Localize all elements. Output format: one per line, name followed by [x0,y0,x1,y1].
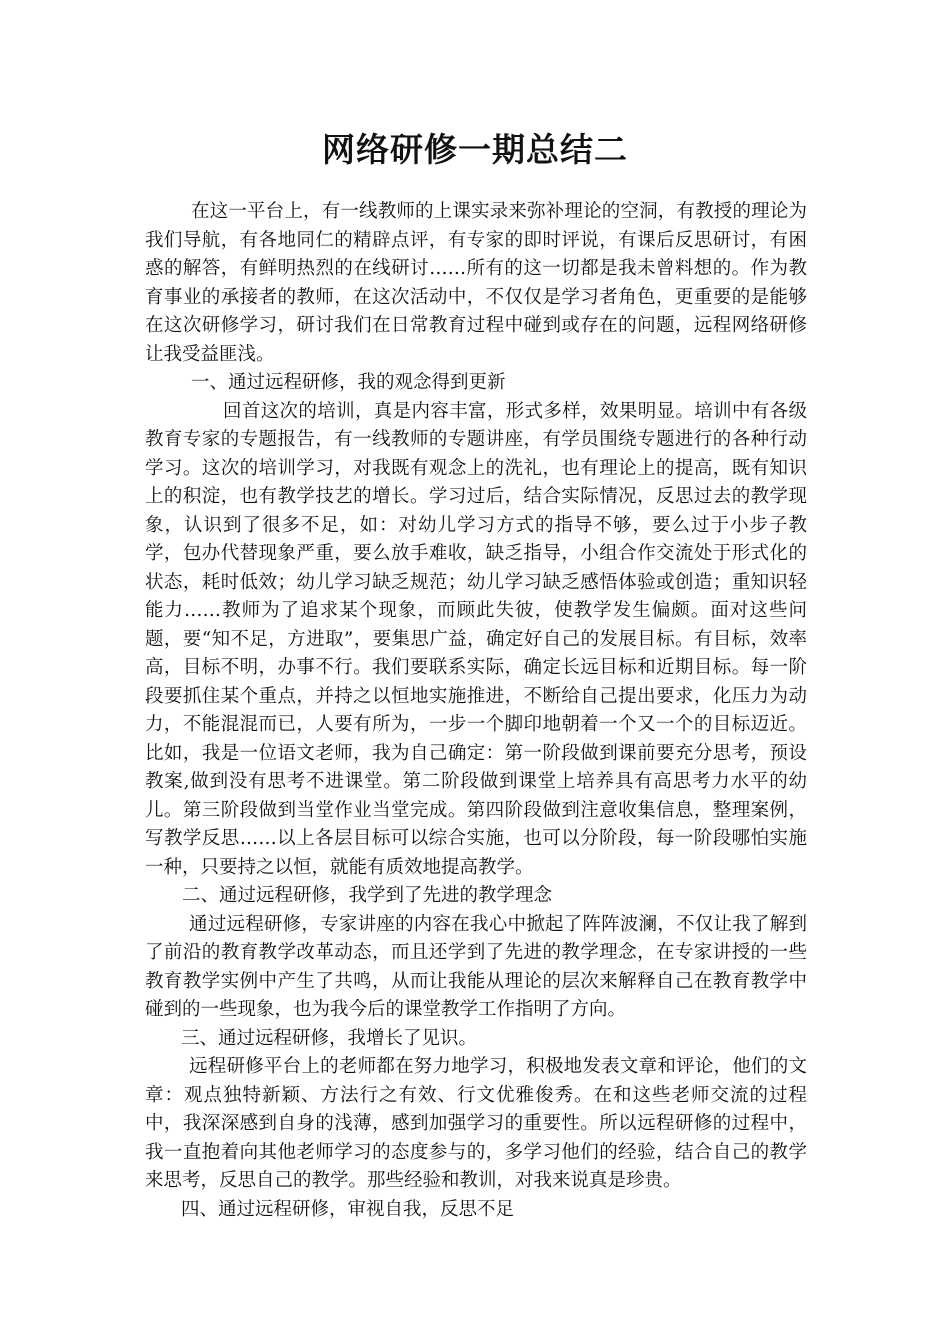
section-2-heading: 二、通过远程研修，我学到了先进的教学理念 [182,885,553,906]
section-2-paragraph: 通过远程研修，专家讲座的内容在我心中掀起了阵阵波澜，不仅让我了解到了前沿的教育教学改革动态，而且还学到了先进的教学理念，在专家讲授的一些教育教学实例中产生了共鸣，从而让我能从理论的层次来解释自己在教育教学中碰到的一些现象，也为我今后的课堂教学工作指明了方向。 [145,913,807,1020]
section-3-heading: 三、通过远程研修，我增长了见识。 [181,1027,478,1049]
section-3-paragraph: 远程研修平台上的老师都在努力地学习，积极地发表文章和评论，他们的文章：观点独特新颖、方法行之有效、行文优雅俊秀。在和这些老师交流的过程中，我深深感到自身的浅薄，感到加强学习的重要性。所以远程研修的过程中，我一直抱着向其他老师学习的态度参与的，多学习他们的经验，结合自己的教学来思考，反思自己的教学。那些经验和教训，对我来说真是珍贵。 [145,1056,807,1191]
intro-paragraph: 在这一平台上，有一线教师的上课实录来弥补理论的空洞，有教授的理论为我们导航，有各地同仁的精辟点评，有专家的即时评说，有课后反思研讨，有困惑的解答，有鲜明热烈的在线研讨……所有的这一切都是我未曾料想的。作为教育事业的承接者的教师，在这次活动中，不仅仅是学习者角色，更重要的是能够在这次研修学习，研讨我们在日常教育过程中碰到或存在的问题，远程网络研修让我受益匪浅。 [145,201,807,365]
section-1-heading: 一、通过远程研修，我的观念得到更新 [191,372,506,393]
document-body [145,198,807,1224]
section-1-paragraph: 回首这次的培训，真是内容丰富，形式多样，效果明显。培训中有各级教育专家的专题报告，有一线教师的专题讲座，有学员围绕专题进行的各种行动学习。这次的培训学习，对我既有观念上的洗礼，也有理论上的提高，既有知识上的积淀，也有教学技艺的增长。学习过后，结合实际情况，反思过去的教学现象，认识到了很多不足，如：对幼儿学习方式的指导不够，要么过于小步子教学，包办代替现象严重，要么放手难收，缺乏指导，小组合作交流处于形式化的状态，耗时低效；幼儿学习缺乏规范；幼儿学习缺乏感悟体验或创造；重知识轻能力……教师为了追求某个现象，而顾此失彼，使教学发生偏颇。面对这些问题，要“知不足，方进取”，要集思广益，确定好自己的发展目标。有目标，效率高，目标不明，办事不行。我们要联系实际，确定长远目标和近期目标。每一阶段要抓住某个重点，并持之以恒地实施推进，不断给自己提出要求，化压力为动力，不能混混而已，人要有所为，一步一个脚印地朝着一个又一个的目标迈近。比如，我是一位语文老师，我为自己确定：第一阶段做到课前要充分思考，预设教案,做到没有思考不进课堂。第二阶段做到课堂上培养具有高思考力水平的幼儿。第三阶段做到当堂作业当堂完成。第四阶段做到注意收集信息，整理案例，写教学反思……以上各层目标可以综合实施，也可以分阶段，每一阶段哪怕实施一种，只要持之以恒，就能有质效地提高教学。 [145,400,807,878]
section-4-heading: 四、通过远程研修，审视自我，反思不足 [181,1198,515,1220]
document-title: 网络研修一期总结二 [322,130,628,169]
